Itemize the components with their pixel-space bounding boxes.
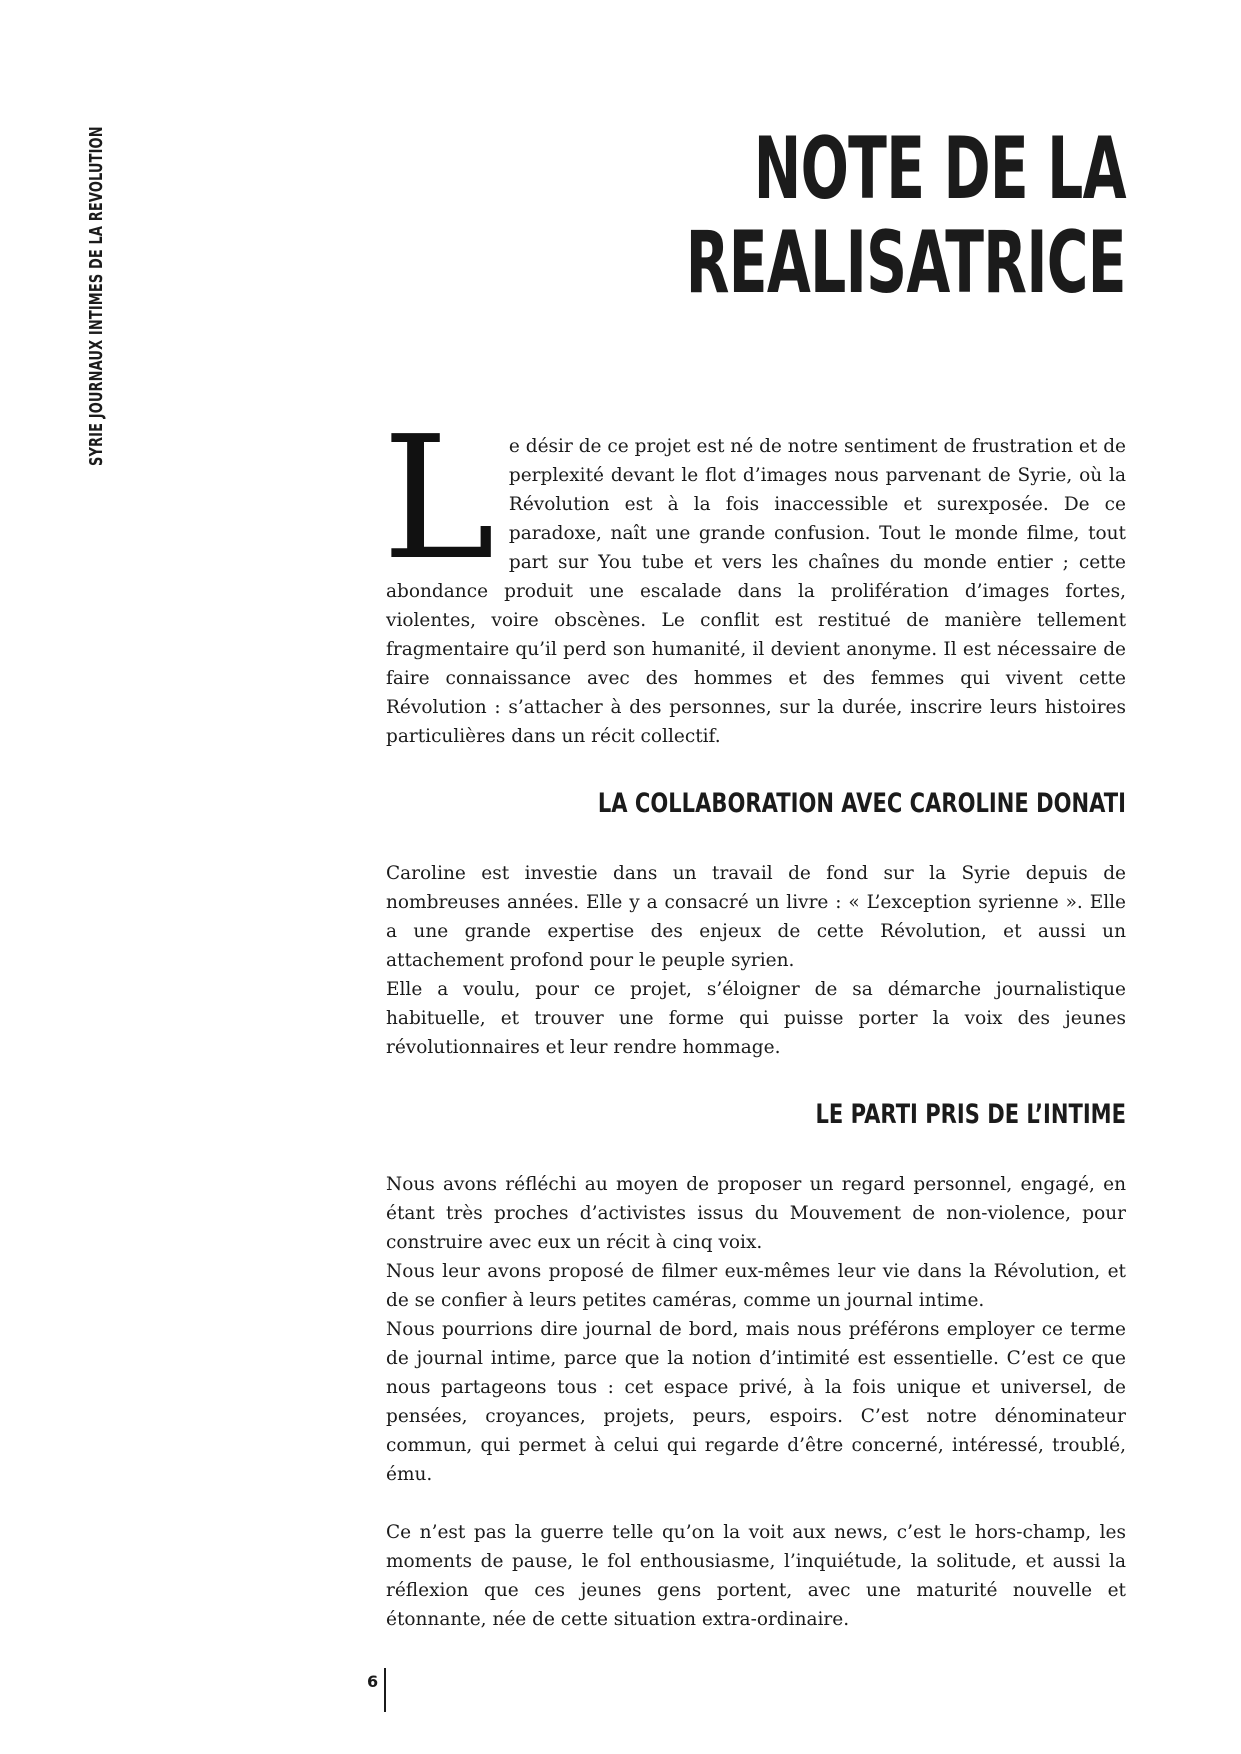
title-line-2: REALISATRICE	[685, 213, 1126, 313]
page-number: 6	[367, 1672, 379, 1691]
page-title	[685, 119, 1126, 313]
article-body	[382, 400, 1126, 1634]
section2-paragraph: Nous pourrions dire journal de bord, mais nous préférons employer ce terme de journal intime, parce que la notion d’intimité est essentielle. C’est ce que nous partageons tous : cet espace privé, à la fois unique et universel, de pensées, croyances, projets, peurs, espoirs. C’est notre dénominateur commun, qui permet à celui qui regarde d’être concerné, intéressé, troublé, ému.	[386, 1319, 1126, 1485]
section2-paragraph: Ce n’est pas la guerre telle qu’on la voit aux news, c’est le hors-champ, les moments de pause, le fol enthousiasme, l’inquiétude, la solitude, et aussi la réflexion que ces jeunes gens portent, avec une maturité nouvelle et étonnante, née de cette situation extra-ordinaire.	[386, 1522, 1126, 1630]
section-heading-collaboration: LA COLLABORATION AVEC CAROLINE DONATI	[597, 788, 1126, 819]
section1-paragraph: Elle a voulu, pour ce projet, s’éloigner de sa démarche journalistique habituelle, et trouver une forme qui puisse porter la voix des jeunes révolutionnaires et leur rendre hommage.	[386, 979, 1126, 1058]
title-line-1: NOTE DE LA	[753, 119, 1126, 219]
intro-paragraph	[382, 400, 1126, 751]
section-heading-intime: LE PARTI PRIS DE L’INTIME	[815, 1099, 1126, 1130]
section1-paragraph: Caroline est investie dans un travail de fond sur la Syrie depuis de nombreuses années. Elle y a consacré un livre : « L’exception syrienne ». Elle a une grande expertise des enjeux de cette Révolution, et aussi un attachement profond pour le peuple syrien.	[386, 863, 1126, 971]
section2-paragraph: Nous avons réfléchi au moyen de proposer un regard personnel, engagé, en étant très proches d’activistes issus du Mouvement de non-violence, pour construire avec eux un récit à cinq voix.	[386, 1174, 1126, 1253]
page-number-rule	[384, 1668, 386, 1712]
drop-cap: L	[382, 400, 495, 598]
paragraph-gap	[386, 1489, 1126, 1518]
intro-text: e désir de ce projet est né de notre sentiment de frustration et de perplexité devant le flot d’images nous parvenant de Syrie, où la Révolution est à la fois inaccessible et surexposée. De ce paradoxe, naît une grande confusion. Tout le monde filme, tout part sur You tube et vers les chaînes du monde entier ; cette abondance produit une escalade dans la prolifération d’images fortes, violentes, voire obscènes. Le conflit est restitué de manière tellement fragmentaire qu’il perd son humanité, il devient anonyme. Il est nécessaire de faire connaissance avec des hommes et des femmes qui vivent cette Révolution : s’attacher à des personnes, sur la durée, inscrire leurs histoires particulières dans un récit collectif.	[386, 436, 1126, 747]
section2-paragraph: Nous leur avons proposé de filmer eux-mêmes leur vie dans la Révolution, et de se confier à leurs petites caméras, comme un journal intime.	[386, 1261, 1126, 1311]
running-header: SYRIE JOURNAUX INTIMES DE LA REVOLUTION	[86, 126, 107, 466]
